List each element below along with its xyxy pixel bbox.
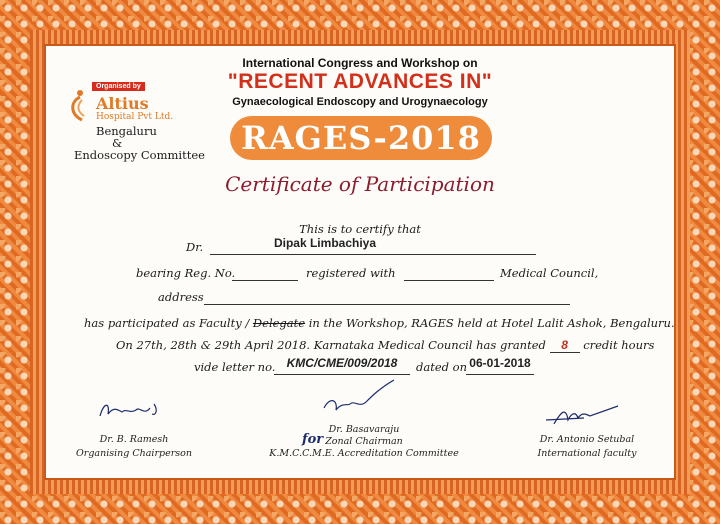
organiser-name: Altius bbox=[96, 94, 149, 113]
certificate-paper bbox=[44, 44, 676, 480]
letter-number: KMC/CME/009/2018 bbox=[286, 356, 398, 370]
address-line bbox=[204, 290, 570, 305]
signature-ramesh-icon bbox=[96, 396, 166, 426]
organiser-amp: & bbox=[112, 136, 123, 150]
participated-text-b: in the Workshop, RAGES held at Hotel Lalit Ashok, Bengaluru. bbox=[308, 316, 675, 330]
organiser-city: Bengaluru bbox=[96, 124, 157, 138]
dates-text-a: On 27th, 28th & 29th April 2018. Karnataka Medical Council has granted bbox=[116, 338, 546, 352]
header-line-3: Gynaecological Endoscopy and Urogynaecology bbox=[232, 96, 488, 108]
letter-date: 06-01-2018 bbox=[469, 356, 531, 370]
header-line-2: "RECENT ADVANCES IN" bbox=[227, 70, 493, 93]
participant-name: Dipak Limbachiya bbox=[273, 236, 377, 250]
participated-text-a: has participated as Faculty / bbox=[84, 316, 250, 330]
organiser-committee: Endoscopy Committee bbox=[74, 148, 205, 162]
signatory-2-prefix: for bbox=[302, 432, 324, 447]
signature-setubal-icon bbox=[544, 400, 624, 428]
dates-text-b: credit hours bbox=[583, 338, 655, 352]
reg-no-line bbox=[232, 266, 298, 281]
signatory-1-role: Organising Chairperson bbox=[76, 448, 192, 459]
participated-line bbox=[84, 316, 675, 330]
signatory-3-name: Dr. Antonio Setubal bbox=[539, 434, 635, 445]
credit-hours-value: 8 bbox=[550, 338, 580, 353]
certificate-title: Certificate of Participation bbox=[225, 172, 495, 196]
signatory-2-name: Dr. Basavaraju bbox=[328, 424, 400, 435]
certify-text: This is to certify that bbox=[299, 222, 421, 236]
delegate-struck: Delegate bbox=[252, 316, 306, 330]
dates-line bbox=[116, 338, 654, 353]
event-name-banner: RAGES-2018 bbox=[230, 116, 492, 160]
address-label: address bbox=[158, 290, 204, 304]
reg-no-label: bearing Reg. No. bbox=[136, 266, 236, 280]
medical-council-label: Medical Council, bbox=[500, 266, 599, 280]
registered-with-label: registered with bbox=[306, 266, 396, 280]
signatory-2-role: Zonal Chairman bbox=[325, 436, 403, 447]
organised-by-label: Organised by bbox=[92, 82, 145, 91]
dated-on-label: dated on bbox=[416, 360, 467, 374]
vide-letter-label: vide letter no. bbox=[194, 360, 276, 374]
organiser-sub: Hospital Pvt Ltd. bbox=[96, 112, 174, 122]
signatory-2-org: K.M.C.C.M.E. Accreditation Committee bbox=[269, 448, 459, 459]
header-line-1: International Congress and Workshop on bbox=[242, 56, 478, 70]
signature-basavaraju-icon bbox=[314, 378, 414, 426]
signatory-3-role: International faculty bbox=[537, 448, 637, 459]
signatory-1-name: Dr. B. Ramesh bbox=[99, 434, 169, 445]
dr-prefix: Dr. bbox=[186, 240, 204, 254]
council-line bbox=[404, 266, 494, 281]
